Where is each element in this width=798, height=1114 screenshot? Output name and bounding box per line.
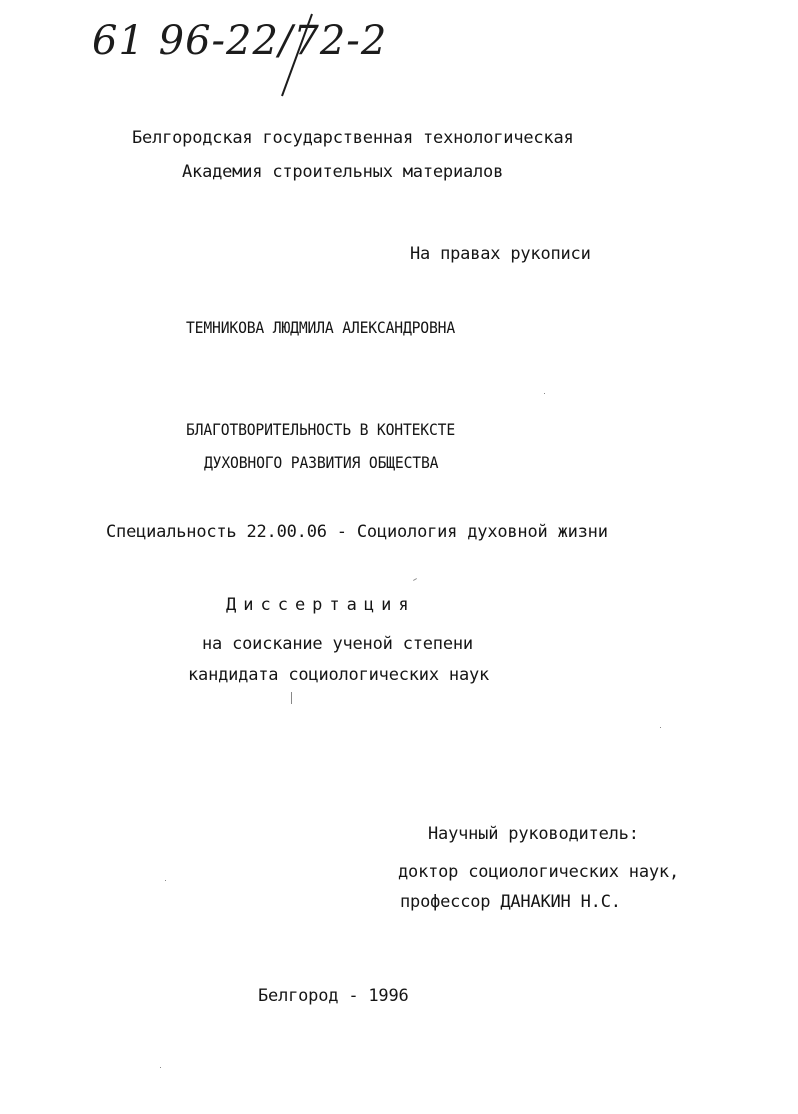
supervisor-line-1: доктор социологических наук, [398,862,679,882]
scan-speck [544,393,545,394]
supervisor-label: Научный руководитель: [428,824,639,844]
institution-line-1: Белгородская государственная технологическая [132,128,574,148]
supervisor-line-2: профессор ДАНАКИН Н.С. [400,892,621,912]
scan-speck [160,1067,161,1068]
specialty: Специальность 22.00.06 - Социология духовной жизни [106,522,608,542]
title-line-1: БЛАГОТВОРИТЕЛЬНОСТЬ В КОНТЕКСТЕ [186,420,456,439]
institution-line-2: Академия строительных материалов [182,162,504,182]
scan-speck [165,880,166,881]
scan-speck [291,692,292,704]
handwritten-slash-stroke [0,0,798,120]
archive-number-handwritten: 61 96-22/72-2 [92,18,388,64]
scan-speck [660,727,661,728]
rights-note: На правах рукописи [410,244,591,264]
place-year: Белгород - 1996 [258,986,409,1006]
author-name: ТЕМНИКОВА ЛЮДМИЛА АЛЕКСАНДРОВНА [186,318,456,337]
title-line-2: ДУХОВНОГО РАЗВИТИЯ ОБЩЕСТВА [204,453,439,472]
degree-line-1: на соискание ученой степени [202,634,473,654]
work-type: Диссертация [226,595,416,615]
degree-line-2: кандидата социологических наук [188,665,490,685]
scan-speck [413,578,417,581]
